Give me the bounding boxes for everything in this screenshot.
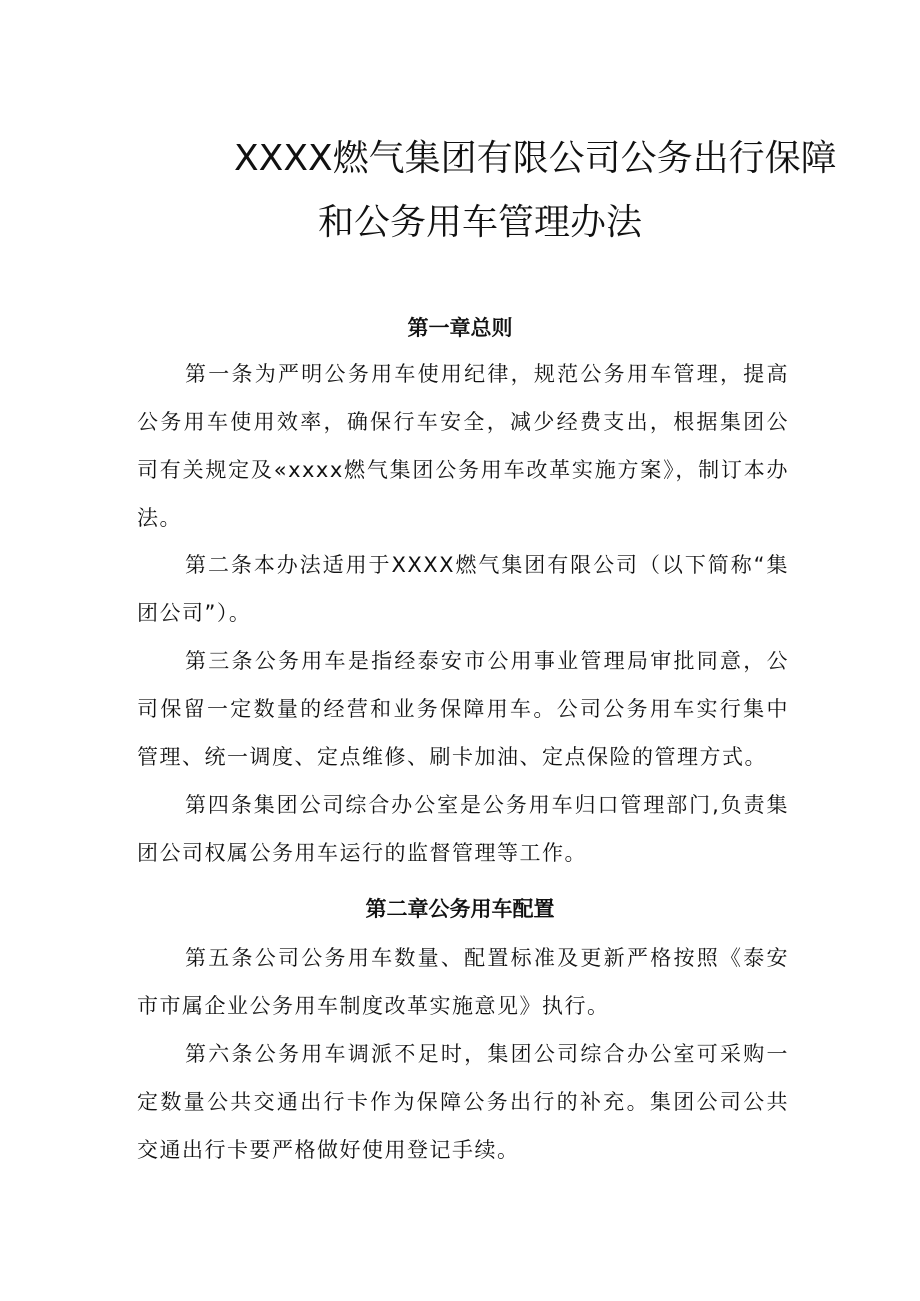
chapter-1-heading: 第一章总则 [407,316,513,340]
article-5: 第五条公司公务用车数量、配置标准及更新严格按照《泰安市市属企业公务用车制度改革实施意见》执行。 [137,946,789,1018]
chapter-2-heading: 第二章公务用车配置 [365,897,555,921]
article-6: 第六条公务用车调派不足时，集团公司综合办公室可采购一定数量公共交通出行卡作为保障公务出行的补充。集团公司公共交通出行卡要严格做好使用登记手续。 [137,1042,789,1162]
document-title-line-1: XXXX燃气集团有限公司公务出行保障 [234,138,837,179]
document-title-line-2: 和公务用车管理办法 [318,202,643,243]
article-2: 第二条本办法适用于XXXX燃气集团有限公司（以下简称“集团公司”）。 [137,553,789,625]
article-1: 第一条为严明公务用车使用纪律，规范公务用车管理，提高公务用车使用效率，确保行车安全，减少经费支出，根据集团公司有关规定及«xxxx燃气集团公务用车改革实施方案》，制订本办法。 [137,362,789,530]
article-3: 第三条公务用车是指经泰安市公用事业管理局审批同意，公司保留一定数量的经营和业务保障用车。公司公务用车实行集中管理、统一调度、定点维修、刷卡加油、定点保险的管理方式。 [137,649,789,769]
article-4: 第四条集团公司综合办公室是公务用车归口管理部门,负责集团公司权属公务用车运行的监督管理等工作。 [137,793,789,865]
